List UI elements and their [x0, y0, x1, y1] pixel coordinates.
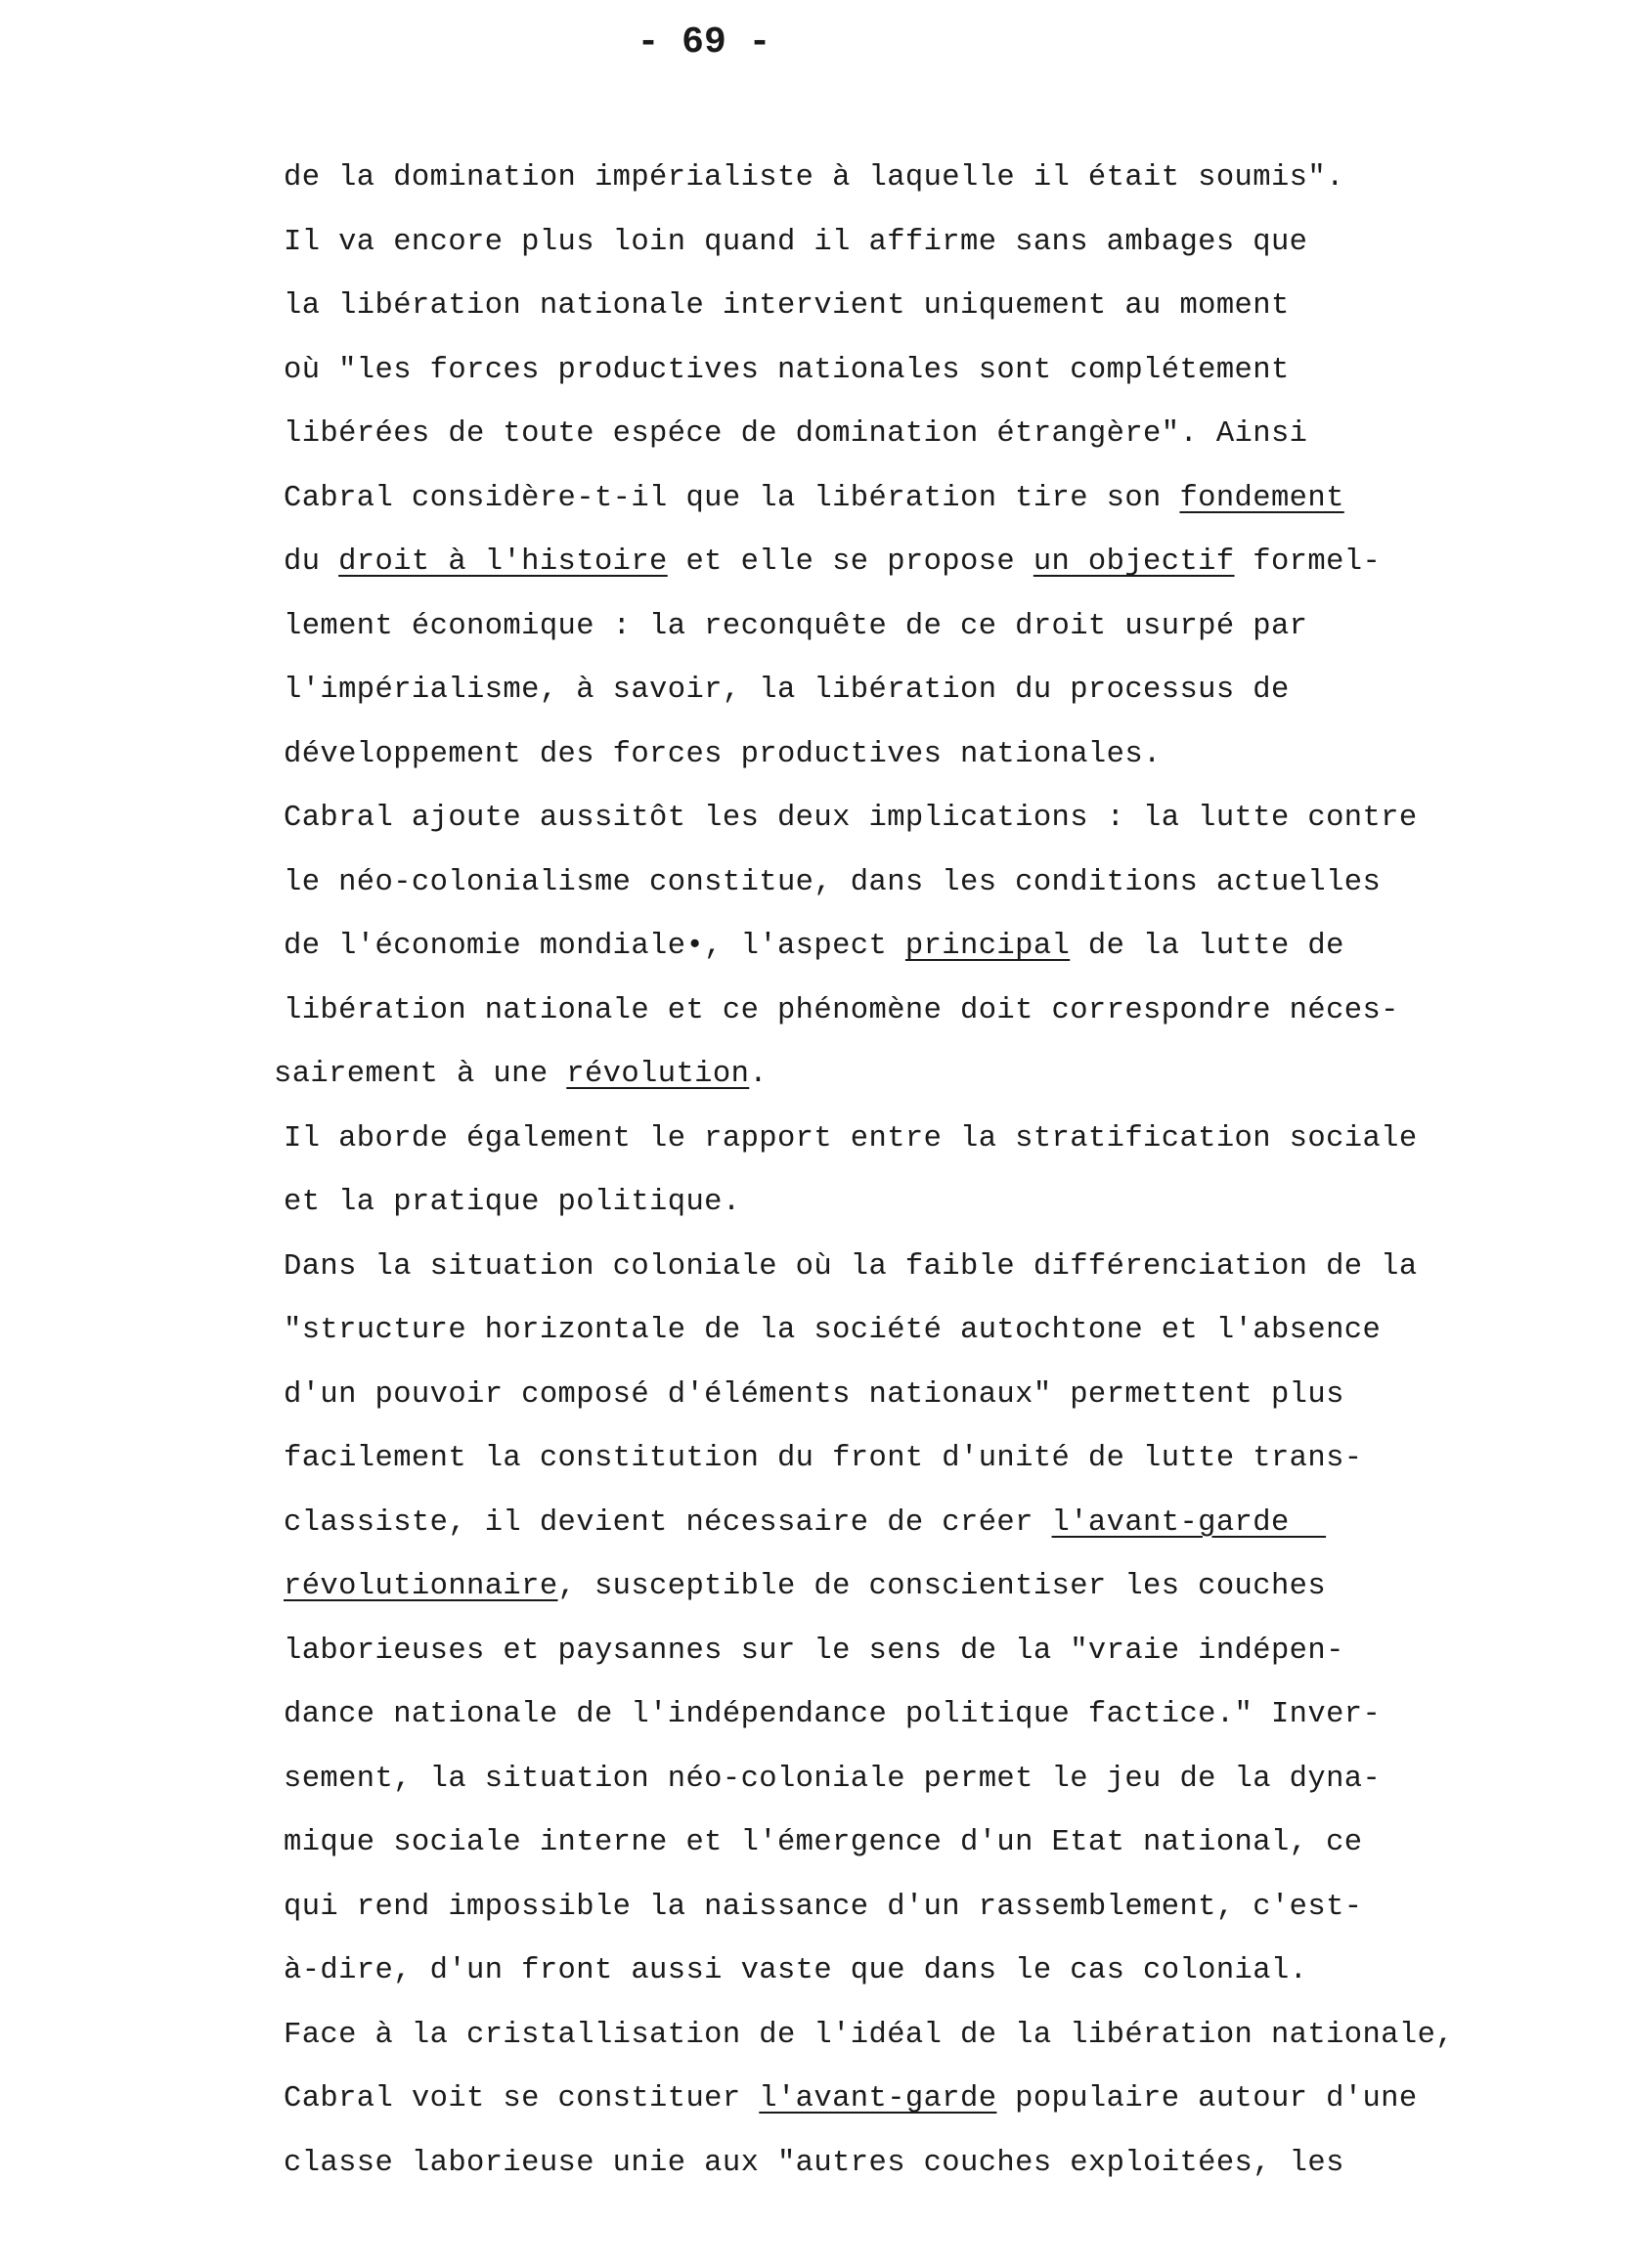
body-text — [274, 147, 1594, 2196]
text-segment: Face à la cristallisation de l'idéal de la libération nationale, — [284, 2018, 1454, 2052]
text-line — [284, 2068, 1594, 2132]
text-segment: Cabral voit se constituer — [284, 2082, 760, 2115]
text-segment: où "les forces productives nationales sont complétement — [284, 353, 1290, 387]
text-line — [284, 2004, 1594, 2069]
text-segment: libération nationale et ce phénomène doit correspondre néces- — [284, 993, 1399, 1027]
text-segment: sairement à une — [274, 1058, 567, 1091]
text-line — [284, 980, 1594, 1044]
text-segment: de la domination impérialiste à laquelle il était soumis". — [284, 161, 1344, 195]
text-line — [284, 1364, 1594, 1428]
text-segment: de la lutte de — [1070, 930, 1344, 963]
text-line — [284, 275, 1594, 339]
text-segment: lement économique : la reconquête de ce droit usurpé par — [284, 609, 1308, 643]
text-line — [284, 1876, 1594, 1941]
text-line — [284, 1811, 1594, 1876]
text-segment: du — [284, 545, 339, 579]
text-segment: laborieuses et paysannes sur le sens de la "vraie indépen- — [284, 1634, 1344, 1668]
text-segment: dance nationale de l'indépendance politique factice." Inver- — [284, 1698, 1382, 1731]
text-segment: Il aborde également le rapport entre la stratification sociale — [284, 1121, 1418, 1156]
text-line — [284, 211, 1594, 276]
underlined-text: l'avant-garde — [759, 2082, 997, 2115]
text-segment: . — [749, 1058, 768, 1091]
text-line — [284, 1555, 1594, 1620]
text-segment: "structure horizontale de la société autochtone et l'absence — [284, 1314, 1382, 1347]
text-segment: Dans la situation coloniale où la faible différenciation de la — [284, 1249, 1418, 1284]
text-segment: , susceptible de conscientiser les couches — [557, 1570, 1327, 1603]
text-line — [274, 1043, 1594, 1108]
text-line — [284, 1620, 1594, 1684]
text-line — [284, 1171, 1594, 1236]
text-segment: le néo-colonialisme constitue, dans les conditions actuelles — [284, 865, 1382, 899]
text-segment: populaire autour d'une — [996, 2082, 1418, 2115]
text-segment: facilement la constitution du front d'unité de lutte trans- — [284, 1442, 1363, 1475]
underlined-text: révolution — [566, 1058, 750, 1091]
text-segment: et la pratique politique. — [284, 1186, 741, 1219]
text-segment: de l'économie mondiale•, l'aspect — [284, 930, 905, 963]
text-line — [284, 659, 1594, 723]
text-line — [284, 851, 1594, 916]
underlined-text: droit à l'histoire — [338, 545, 668, 579]
text-segment: mique sociale interne et l'émergence d'un Etat national, ce — [284, 1826, 1363, 1859]
text-line — [284, 1108, 1594, 1172]
underlined-text: révolutionnaire — [284, 1570, 558, 1603]
text-segment: classiste, il devient nécessaire de créer — [284, 1505, 1052, 1540]
text-segment: sement, la situation néo-coloniale permet le jeu de la dyna- — [284, 1762, 1382, 1796]
text-segment: classe laborieuse unie aux "autres couches exploitées, les — [284, 2146, 1344, 2180]
text-line — [284, 403, 1594, 467]
text-line — [284, 1236, 1594, 1300]
text-line — [284, 915, 1594, 980]
text-segment: Cabral considère-t-il que la libération tire son — [284, 481, 1180, 515]
text-line — [284, 1299, 1594, 1364]
text-segment: d'un pouvoir composé d'éléments nationaux" permettent plus — [284, 1377, 1344, 1412]
text-line — [284, 2132, 1594, 2197]
text-segment: l'impérialisme, à savoir, la libération du processus de — [284, 674, 1290, 707]
text-line — [284, 1748, 1594, 1812]
underlined-text: l'avant-garde — [1051, 1505, 1327, 1540]
text-segment: développement des forces productives nationales. — [284, 737, 1162, 771]
text-line — [284, 531, 1594, 595]
text-line — [284, 339, 1594, 404]
text-segment: libérées de toute espéce de domination étrangère". Ainsi — [284, 417, 1308, 451]
text-segment: formel- — [1234, 545, 1382, 579]
page-number: - 69 - — [637, 22, 771, 64]
text-segment: et elle se propose — [667, 545, 1033, 579]
underlined-text: fondement — [1179, 481, 1344, 515]
text-segment: Cabral ajoute aussitôt les deux implications : la lutte contre — [284, 802, 1418, 835]
text-line — [284, 787, 1594, 851]
underlined-text: un objectif — [1033, 545, 1235, 579]
text-line — [284, 1683, 1594, 1748]
underlined-text: principal — [904, 930, 1071, 963]
text-line — [284, 595, 1594, 660]
text-segment: Il va encore plus loin quand il affirme sans ambages que — [284, 225, 1308, 259]
text-line — [284, 467, 1594, 532]
text-segment: qui rend impossible la naissance d'un rassemblement, c'est- — [284, 1890, 1363, 1924]
text-segment: la libération nationale intervient uniquement au moment — [284, 289, 1290, 323]
text-line — [284, 147, 1594, 211]
text-line — [284, 1427, 1594, 1492]
text-line — [284, 1940, 1594, 2004]
text-line — [284, 723, 1594, 788]
text-line — [284, 1492, 1594, 1556]
text-segment: à-dire, d'un front aussi vaste que dans le cas colonial. — [284, 1954, 1308, 1987]
